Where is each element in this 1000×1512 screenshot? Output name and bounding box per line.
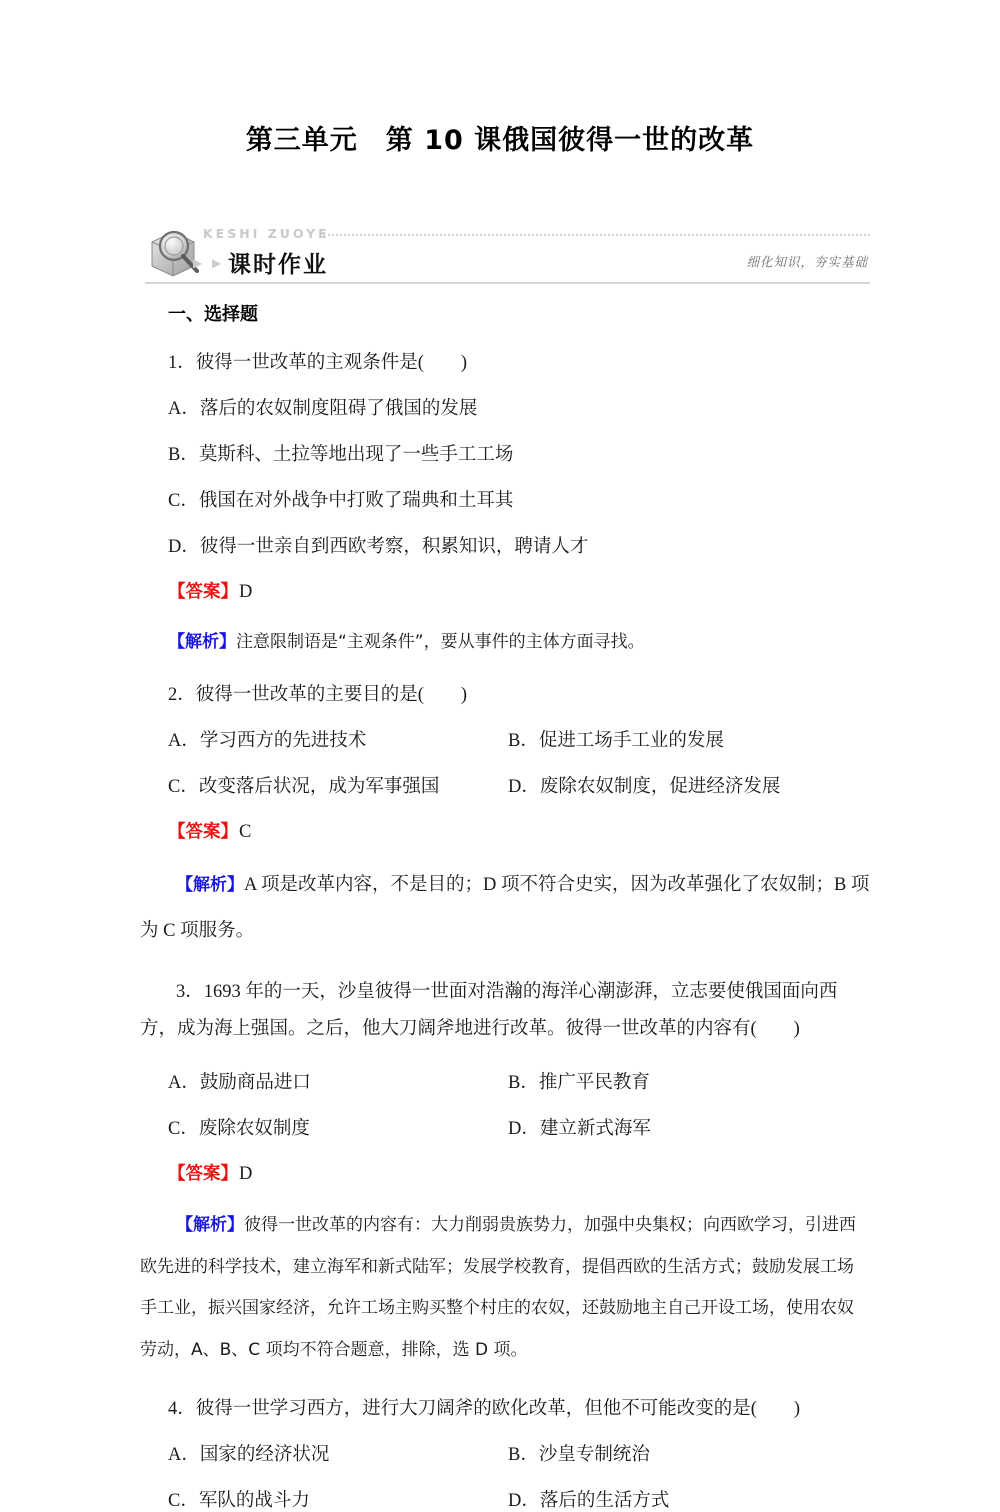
option-item[interactable]: C．废除农奴制度	[168, 1119, 310, 1140]
explanation-label: 【解析】	[168, 632, 236, 652]
magnifier-cube-icon	[145, 224, 207, 282]
option-item[interactable]: D．废除农奴制度，促进经济发展	[508, 777, 781, 798]
section-heading: 一、选择题	[168, 304, 258, 325]
explanation-line	[140, 863, 870, 954]
option-item[interactable]: D．落后的生活方式	[508, 1490, 670, 1511]
option-item[interactable]: B．莫斯科、土拉等地出现了一些手工工场	[168, 445, 514, 465]
option-item[interactable]: A．鼓励商品进口	[168, 1073, 311, 1094]
answer-line	[168, 1160, 870, 1185]
option-item[interactable]: C．俄国在对外战争中打败了瑞典和土耳其	[168, 491, 514, 511]
option-row	[168, 1068, 870, 1094]
header-dotted-rule	[323, 234, 870, 237]
section-pinyin: KESHI ZUOYE	[203, 226, 330, 241]
option-item[interactable]: C．改变落后状况，成为军事强国	[168, 777, 440, 798]
section-tagline: 细化知识，夯实基础	[746, 253, 868, 270]
section-header	[145, 222, 870, 284]
option-item[interactable]: B．推广平民教育	[508, 1073, 650, 1094]
option-item[interactable]: A．国家的经济状况	[168, 1444, 330, 1465]
explanation-line	[140, 1205, 870, 1372]
section-title: 课时作业	[228, 252, 328, 278]
explanation-text: A 项是改革内容，不是目的；D 项不符合史实，因为改革强化了农奴制；B 项为 C 项服务。	[140, 875, 870, 941]
question-stem: 4．彼得一世学习西方，进行大刀阔斧的欧化改革，但他不可能改变的是( )	[168, 1398, 801, 1419]
option-item[interactable]: C．军队的战斗力	[168, 1490, 310, 1511]
answer-line	[168, 818, 870, 843]
option-item[interactable]: A．落后的农奴制度阻碍了俄国的发展	[168, 399, 478, 419]
explanation-text: 注意限制语是“主观条件”，要从事件的主体方面寻找。	[236, 632, 645, 652]
option-row	[168, 1440, 870, 1466]
answer-value: D	[239, 1164, 253, 1185]
option-item[interactable]: D．彼得一世亲自到西欧考察，积累知识，聘请人才	[168, 537, 589, 557]
option-item[interactable]: A．学习西方的先进技术	[168, 731, 367, 752]
answer-label: 【答案】	[168, 822, 238, 843]
option-row	[168, 772, 870, 798]
explanation-line	[168, 625, 870, 658]
question-stem: 1．彼得一世改革的主观条件是( )	[168, 353, 468, 373]
answer-line	[168, 578, 870, 603]
explanation-label: 【解析】	[176, 875, 244, 896]
option-row	[168, 1486, 870, 1512]
page-title: 第三单元 第 10 课俄国彼得一世的改革	[245, 125, 755, 156]
question-stem: 3．1693 年的一天，沙皇彼得一世面对浩瀚的海洋心潮澎湃，立志要使俄国面向西方，成为海上强国。之后，他大刀阔斧地进行改革。彼得一世改革的内容有( )	[140, 982, 838, 1040]
question-stem: 2．彼得一世改革的主要目的是( )	[168, 685, 468, 706]
option-item[interactable]: B．促进工场手工业的发展	[508, 731, 724, 752]
double-arrow-icon: ▶ ▶	[193, 256, 225, 270]
answer-value: D	[239, 582, 253, 602]
answer-value: C	[239, 822, 252, 843]
answer-label: 【答案】	[168, 1164, 238, 1185]
option-item[interactable]: D．建立新式海军	[508, 1119, 651, 1140]
explanation-text: 彼得一世改革的内容有：大力削弱贵族势力，加强中央集权；向西欧学习，引进西欧先进的科学技术，建立海军和新式陆军；发展学校教育，提倡西欧的生活方式；鼓励发展工场手工业，振兴国家经济，允许工场主购买整个村庄的农奴，还鼓励地主自己开设工场，使用农奴劳动，A、B、C 项均不符合题意，排除，选 D 项。	[140, 1215, 856, 1360]
worksheet-content	[140, 300, 870, 1512]
explanation-label: 【解析】	[176, 1215, 244, 1236]
option-item[interactable]: B．沙皇专制统治	[508, 1444, 650, 1465]
option-row	[168, 726, 870, 752]
question-stem-wrapper	[140, 974, 870, 1048]
option-row	[168, 1114, 870, 1140]
answer-label: 【答案】	[168, 582, 238, 602]
header-divider	[145, 282, 870, 284]
